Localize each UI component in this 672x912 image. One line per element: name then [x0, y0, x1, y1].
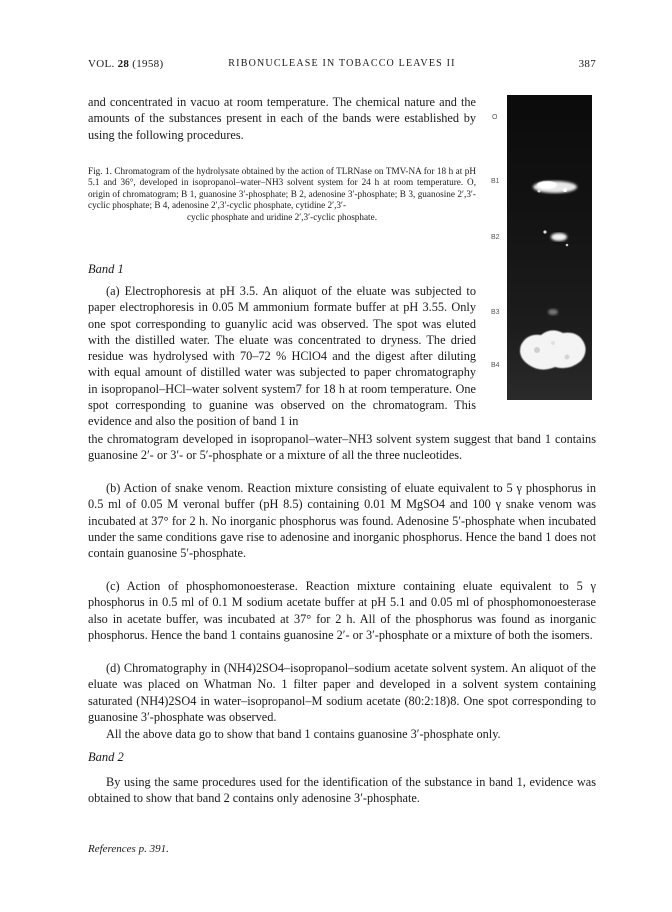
- chromatogram-image: [507, 95, 592, 400]
- band-1-para-c: (c) Action of phosphomonoesterase. Reaction mixture containing eluate equivalent to 5 γ phosphorus in 0.5 ml of 0.1 M sodium acetate buffer at pH 5.1 and 0.05 ml of phosphomonoesterase also in acetate buffer, was incubated at 37° for 2 h. All of the phosphorus was found as inorganic phosphorus. Hence the band 1 contains guanosine 2′- or 3′-phosphate or a mixture of both the isomers.: [88, 579, 596, 642]
- band-1-heading: Band 1: [88, 262, 124, 276]
- intro-paragraph: and concentrated in vacuo at room temperature. The chemical nature and the amounts of the substances present in each of the bands were established by using the following procedures.: [88, 95, 476, 142]
- label-origin: O: [492, 114, 498, 121]
- band-1-para-a-cont: the chromatogram developed in isopropanol–water–NH3 solvent system suggest that band 1 contains guanosine 2′- or 3′- or 5′-phosphate or a mixture of all the three nucleotides.: [88, 432, 596, 463]
- page-number: 387: [578, 58, 596, 70]
- band-2-spot: [551, 233, 567, 241]
- volume-year: (1958): [132, 58, 164, 70]
- band-1-conclusion: All the above data go to show that band 1 contains guanosine 3′-phosphate only.: [106, 727, 501, 741]
- references-note: References p. 391.: [88, 843, 169, 855]
- band-2-paragraph: By using the same procedures used for the identification of the substance in band 1, evidence was obtained to show that band 2 contains only adenosine 3′-phosphate.: [88, 775, 596, 806]
- chromatogram-spots: [507, 95, 592, 400]
- label-b2: B2: [491, 234, 500, 241]
- figure-caption-last-line: cyclic phosphate and uridine 2′,3′-cyclic phosphate.: [186, 211, 377, 222]
- figure-caption: Fig. 1. Chromatogram of the hydrolysate obtained by the action of TLRNase on TMV-NA for 18 h at pH 5.1 and 36°, developed in isopropanol–water–NH3 solvent system for 24 h at room temperature. O, origin of chromatogram; B 1, guanosine 3′-phosphate; B 2, adenosine 3′-phosphate; B 3, guanosine 2′,3′-cyclic phosphate; B 4, adenosine 2′,3′-cyclic phosphate, cytidine 2′,3′- cyclic phosphate and uridine 2′,3′-cyclic phosphate.: [88, 166, 476, 222]
- running-title: RIBONUCLEASE IN TOBACCO LEAVES II: [228, 58, 456, 69]
- band-3-spot: [548, 309, 558, 315]
- band-2-heading: Band 2: [88, 750, 124, 764]
- band-1-para-a: (a) Electrophoresis at pH 3.5. An aliquot of the eluate was subjected to paper electrophoresis in 0.05 M ammonium formate buffer at pH 3.55. Only one spot corresponding to guanylic acid was observed. The spot was eluted with the distilled water. The eluate was concentrated to dryness. The dried residue was hydrolysed with 70–72 % HClO4 and the digest after diluting with equal amount of distilled water was subjected to paper chromatography in isopropanol–HCl–water solvent system7 for 18 h at room temperature. One spot corresponding to guanine was observed on the chromatogram. This evidence and also the position of band 1 in: [88, 284, 476, 429]
- band-4-spot: [520, 330, 586, 369]
- volume-label: VOL.: [88, 58, 115, 70]
- band-1-para-d: (d) Chromatography in (NH4)2SO4–isopropanol–sodium acetate solvent system. An aliquot of the eluate was placed on Whatman No. 1 filter paper and developed in a solvent system containing saturated (NH4)2SO4 in water–isopropanol–M sodium acetate (80:2:18)8. One spot corresponding to guanosine 3′-phosphate was observed.: [88, 661, 596, 724]
- band-1-para-b: (b) Action of snake venom. Reaction mixture consisting of eluate equivalent to 5 γ phosphorus in 0.5 ml of 0.05 M veronal buffer (pH 8.5) containing 0.01 M MgSO4 and 100 γ snake venom was incubated at 37° for 2 h. No inorganic phosphorus was found. Adenosine 5′-phosphate when incubated under the same conditions gave rise to adenosine and inorganic phosphorus. Hence the band 1 does not contain guanosine 5′-phosphate.: [88, 481, 596, 561]
- label-b1: B1: [491, 178, 500, 185]
- label-b4: B4: [491, 362, 500, 369]
- volume-number: 28: [117, 58, 130, 70]
- running-header: [88, 58, 596, 76]
- label-b3: B3: [491, 309, 500, 316]
